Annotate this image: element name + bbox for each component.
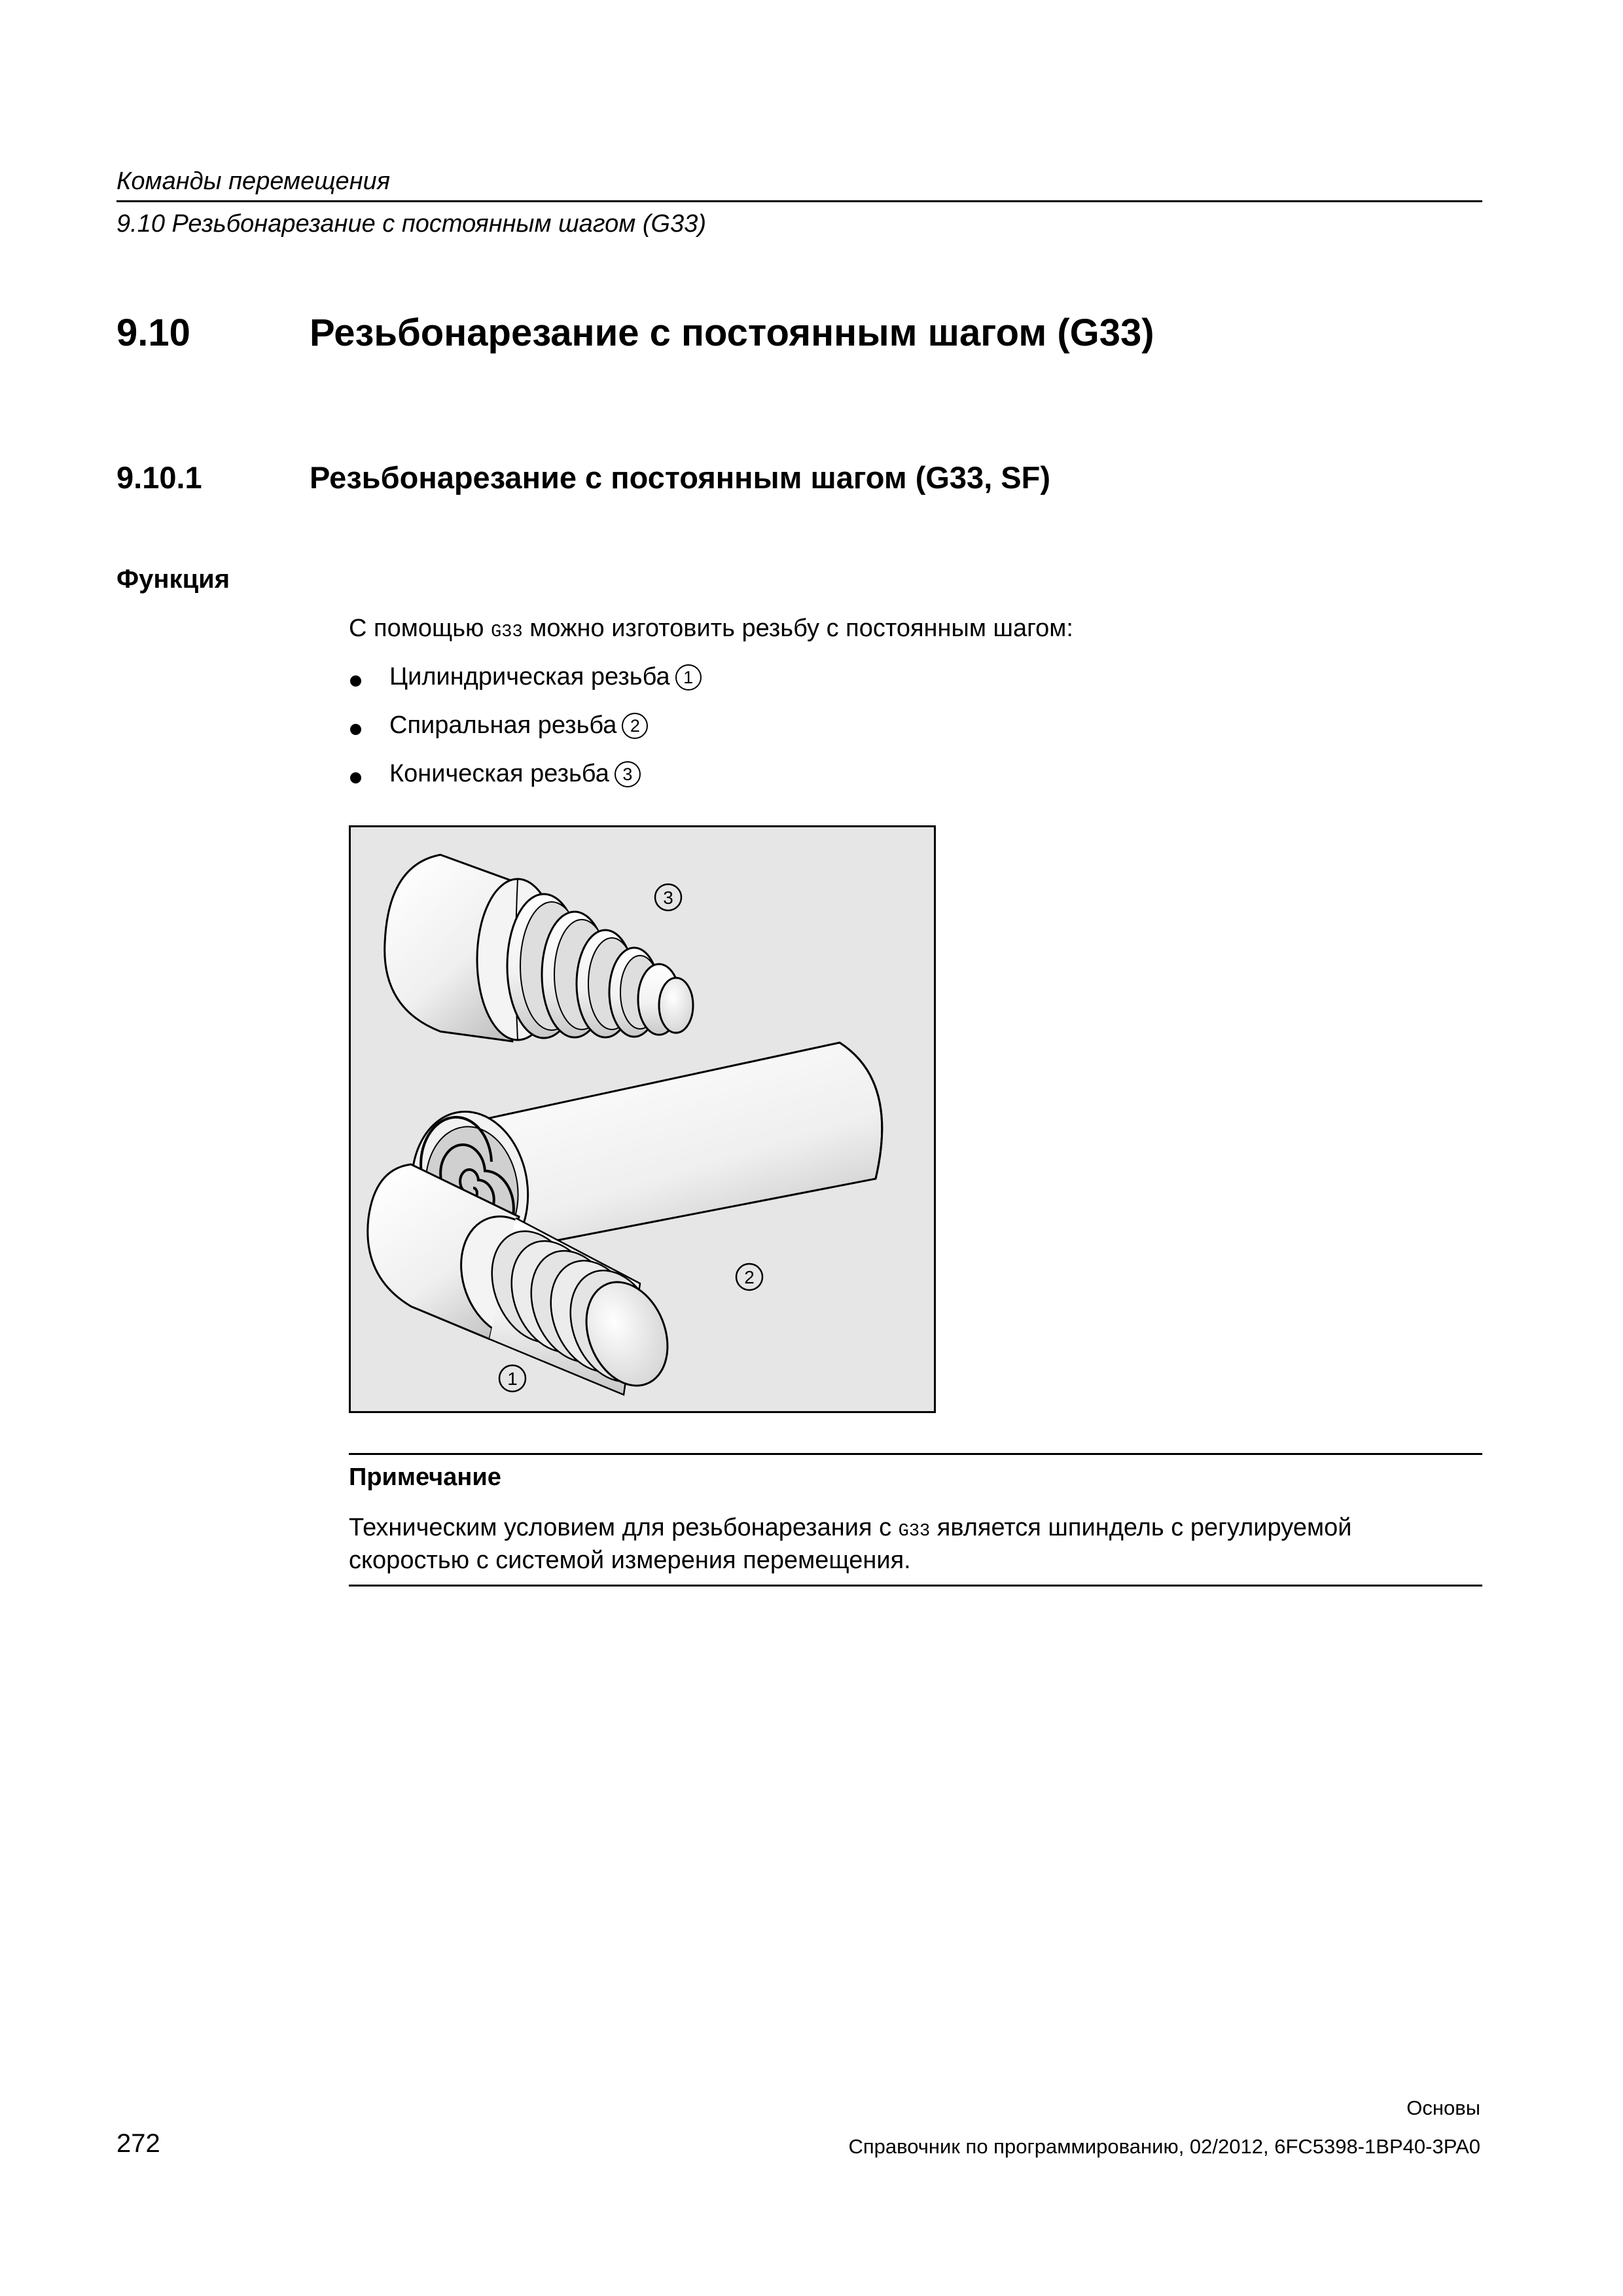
note-heading: Примечание — [349, 1463, 501, 1491]
callout-2-label: 2 — [744, 1267, 755, 1287]
list-item — [389, 759, 641, 789]
intro-code: G33 — [491, 622, 523, 642]
header-rule — [116, 200, 1482, 202]
callout-3-label: 3 — [663, 888, 673, 908]
item-number-badge: 2 — [622, 713, 648, 739]
bullet-dot — [350, 724, 361, 735]
callout-1-label: 1 — [507, 1369, 518, 1389]
list-item — [389, 662, 702, 692]
footer-book-info: Справочник по программированию, 02/2012, 6FC5398-1BP40-3PA0 — [848, 2135, 1480, 2158]
bullet-dot — [350, 675, 361, 687]
thread-types-figure — [349, 825, 936, 1413]
subsection-number: 9.10.1 — [116, 460, 202, 495]
note-top-rule — [349, 1453, 1482, 1455]
item-number-badge: 1 — [675, 664, 702, 691]
running-header-section: 9.10 Резьбонарезание с постоянным шагом (G33) — [116, 210, 706, 238]
page-number: 272 — [116, 2129, 160, 2158]
list-item-text: Цилиндрическая резьба — [389, 663, 670, 691]
footer-book-title: Основы — [1406, 2096, 1480, 2119]
subsection-title: Резьбонарезание с постоянным шагом (G33, SF) — [310, 460, 1051, 495]
running-header-chapter: Команды перемещения — [116, 168, 391, 195]
note-text-end: является шпиндель с регулируемой — [930, 1514, 1352, 1541]
note-line-1 — [349, 1513, 1351, 1543]
intro-paragraph — [349, 614, 1073, 644]
intro-text: С помощью — [349, 615, 491, 642]
note-code: G33 — [898, 1522, 931, 1541]
note-line-2: скоростью с системой измерения перемещения. — [349, 1547, 911, 1574]
bullet-dot — [350, 772, 361, 783]
item-number-badge: 3 — [615, 761, 641, 787]
intro-text-end: можно изготовить резьбу с постоянным шагом: — [522, 615, 1073, 642]
section-number: 9.10 — [116, 312, 190, 354]
note-text: Техническим условием для резьбонарезания с — [349, 1514, 899, 1541]
function-heading: Функция — [116, 565, 230, 594]
note-bottom-rule — [349, 1585, 1482, 1587]
list-item — [389, 711, 648, 741]
list-item-text: Коническая резьба — [389, 760, 609, 787]
list-item-text: Спиральная резьба — [389, 711, 617, 739]
section-title: Резьбонарезание с постоянным шагом (G33) — [310, 312, 1154, 354]
